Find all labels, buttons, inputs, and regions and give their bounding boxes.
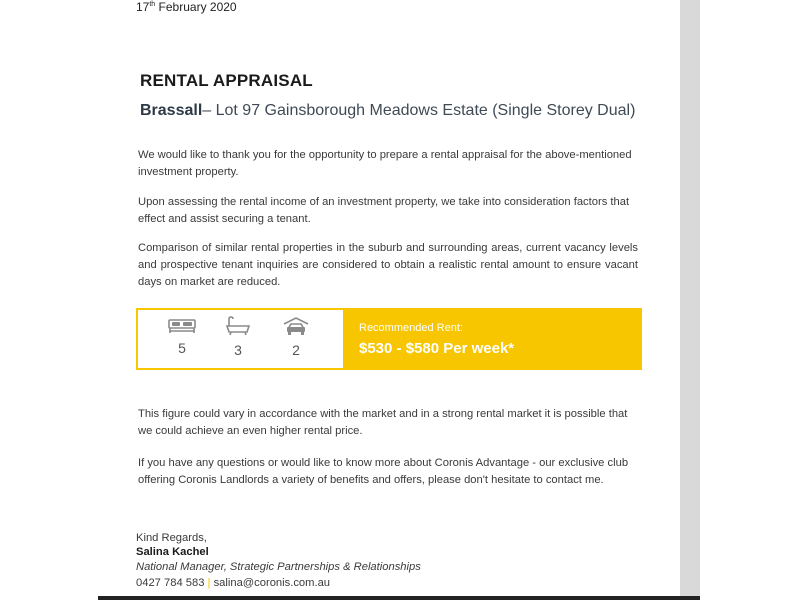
intro-paragraph: We would like to thank you for the opportunity to prepare a rental appraisal for the above-mentioned investment property.	[138, 149, 632, 178]
signoff-name: Salina Kachel	[136, 546, 209, 558]
bottom-edge-bar	[98, 596, 700, 600]
feature-bathrooms	[218, 316, 258, 358]
left-margin	[0, 0, 98, 600]
feature-bedrooms	[162, 316, 202, 356]
date-day: 17	[136, 0, 150, 14]
contact-separator: |	[207, 577, 211, 589]
scrollbar-track[interactable]	[680, 0, 700, 600]
recommended-rent-label: Recommended Rent:	[359, 322, 463, 334]
bed-icon	[167, 316, 197, 334]
bathroom-count: 3	[234, 342, 242, 358]
date-month-year: February 2020	[158, 0, 237, 14]
contact-phone[interactable]: 0427 784 583	[136, 577, 205, 589]
car-space-count: 2	[292, 342, 300, 358]
contact-email[interactable]: salina@coronis.com.au	[213, 577, 331, 589]
assessment-paragraph: Upon assessing the rental income of an investment property, we take into consideration factors that effect and assist securing a tenant.	[138, 196, 630, 225]
recommended-rent-panel	[343, 310, 640, 368]
market-paragraph: This figure could vary in accordance with the market and in a strong rental market it is possible that we could achieve an even higher rental price.	[138, 408, 628, 437]
rent-summary-box	[136, 308, 642, 370]
signoff-title: National Manager, Strategic Partnerships & Relationships	[136, 561, 421, 573]
contact-paragraph: If you have any questions or would like to know more about Coronis Advantage - our exclusive club offering Coronis Landlords a variety of benefits and offers, please don't hesitate to contact me.	[138, 457, 629, 486]
right-margin	[700, 0, 800, 600]
property-address	[140, 102, 635, 120]
recommended-rent-value: $530 - $580 Per week*	[359, 340, 515, 357]
car-garage-icon	[281, 316, 311, 336]
property-lot: – Lot 97 Gainsborough Meadows Estate (Single Storey Dual)	[202, 102, 636, 119]
page-title: RENTAL APPRAISAL	[140, 71, 313, 90]
signoff-greeting: Kind Regards,	[136, 532, 207, 544]
property-features	[138, 310, 343, 368]
property-suburb: Brassall	[140, 102, 203, 119]
signoff-contact	[136, 577, 330, 589]
feature-carspaces	[276, 316, 316, 358]
bedroom-count: 5	[178, 340, 186, 356]
document-page	[98, 0, 680, 596]
letter-date	[136, 0, 237, 14]
bath-icon	[223, 316, 253, 336]
comparison-paragraph: Comparison of similar rental properties in the suburb and surrounding areas, current vacancy levels and prospective tenant inquiries are considered to obtain a realistic rental amount to ensure vacant days on market are reduced.	[138, 242, 638, 288]
date-suffix: th	[149, 1, 156, 8]
